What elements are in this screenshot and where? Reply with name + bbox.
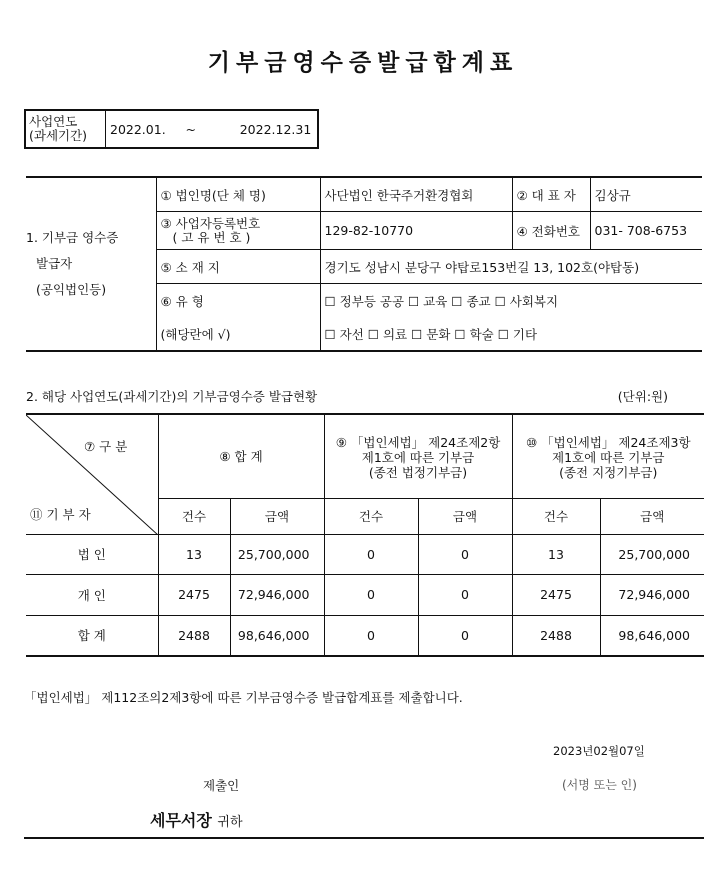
address-label: ⑤ 소 재 지	[156, 250, 320, 284]
cell-col9-amount: 0	[418, 574, 512, 615]
cell-col10-amount: 25,700,000	[600, 534, 704, 574]
col9-header	[324, 414, 512, 498]
type-options-row1: ☐ 정부등 공공 ☐ 교육 ☐ 종교 ☐ 사회복지	[320, 284, 702, 318]
issuer-heading-line3: (공익법인등)	[36, 282, 107, 297]
biz-no-value: 129-82-10770	[320, 212, 512, 250]
col9-header-line3: (종전 법정기부금)	[368, 465, 468, 480]
corner-bottom-label: ⑪ 기 부 자	[30, 507, 91, 522]
col10-header-line1: ⑩ 「법인세법」 제24조제3항	[525, 435, 691, 450]
table-row	[26, 534, 704, 574]
cell-col9-count: 0	[324, 615, 418, 656]
corner-cell	[26, 414, 158, 534]
cell-total-count: 13	[158, 534, 230, 574]
issuer-heading-line1: 1. 기부금 영수증	[26, 230, 119, 245]
phone-value: 031- 708-6753	[590, 212, 702, 250]
address-value: 경기도 성남시 분당구 야탑로153번길 13, 102호(야탑동)	[320, 250, 702, 284]
period-label	[26, 111, 106, 147]
col10-header	[512, 414, 704, 498]
cell-col10-count: 13	[512, 534, 600, 574]
col9-header-line1: ⑨ 「법인세법」 제24조제2항	[335, 435, 501, 450]
period-value: 2022.01. ~ 2022.12.31	[110, 121, 312, 137]
tax-office-name: 세무서장	[150, 811, 212, 830]
col9-amount-header: 금액	[418, 498, 512, 534]
col9-header-line2: 제1호에 따른 기부금	[361, 450, 475, 465]
document-title: 기부금영수증발급합계표	[207, 50, 519, 76]
cell-col10-count: 2475	[512, 574, 600, 615]
cell-col9-count: 0	[324, 534, 418, 574]
period-value-cell	[106, 111, 317, 147]
cell-col10-count: 2488	[512, 615, 600, 656]
col9-count-header: 건수	[324, 498, 418, 534]
bottom-rule	[24, 837, 704, 839]
period-label-line1: 사업연도	[29, 114, 78, 129]
issuer-heading-cell	[26, 177, 156, 351]
issuance-table	[26, 413, 704, 657]
biz-no-label-cell	[156, 212, 320, 250]
table-row	[26, 615, 704, 656]
col10-amount-header: 금액	[600, 498, 704, 534]
issuance-heading-row	[26, 387, 696, 405]
cell-col9-amount: 0	[418, 615, 512, 656]
row-label: 법 인	[26, 534, 158, 574]
corner-top-label: ⑦ 구 분	[84, 439, 128, 454]
cell-total-amount: 25,700,000	[230, 534, 324, 574]
col10-count-header: 건수	[512, 498, 600, 534]
period-label-line2: (과세기간)	[29, 128, 88, 143]
total-amount-header: 금액	[230, 498, 324, 534]
cell-total-count: 2475	[158, 574, 230, 615]
cell-col10-amount: 98,646,000	[600, 615, 704, 656]
col10-header-line2: 제1호에 따른 기부금	[552, 450, 665, 465]
biz-no-label-line1: ③ 사업자등록번호	[160, 215, 261, 231]
cell-total-amount: 98,646,000	[230, 615, 324, 656]
cell-total-amount: 72,946,000	[230, 574, 324, 615]
corp-name-label: ① 법인명(단 체 명)	[156, 177, 320, 212]
col10-header-line3: (종전 지정기부금)	[559, 465, 658, 480]
period-box	[24, 109, 319, 149]
issuer-table	[26, 176, 702, 352]
rep-value: 김상규	[590, 177, 702, 212]
submission-date: 2023년02월07일	[553, 744, 645, 758]
tax-office-addressee	[150, 808, 243, 831]
cell-col9-amount: 0	[418, 534, 512, 574]
cell-col10-amount: 72,946,000	[600, 574, 704, 615]
cell-col9-count: 0	[324, 574, 418, 615]
total-header: ⑧ 합 계	[158, 414, 324, 498]
row-label: 개 인	[26, 574, 158, 615]
submission-statement: 「법인세법」 제112조의2제3항에 따른 기부금영수증 발급합계표를 제출합니다.	[24, 690, 463, 705]
signature-note: (서명 또는 인)	[562, 778, 637, 792]
rep-label: ② 대 표 자	[512, 177, 590, 212]
phone-label: ④ 전화번호	[512, 212, 590, 250]
type-label: ⑥ 유 형	[156, 284, 320, 318]
issuance-heading: 2. 해당 사업연도(과세기간)의 기부금영수증 발급현황	[26, 389, 318, 404]
type-note: (해당란에 √)	[156, 317, 320, 351]
table-row	[26, 574, 704, 615]
submitter-label: 제출인	[203, 778, 240, 793]
corp-name-value: 사단법인 한국주거환경협회	[320, 177, 512, 212]
row-label: 합 계	[26, 615, 158, 656]
cell-total-count: 2488	[158, 615, 230, 656]
biz-no-label-line2: ( 고 유 번 호 )	[172, 229, 251, 245]
type-options-row2: ☐ 자선 ☐ 의료 ☐ 문화 ☐ 학술 ☐ 기타	[320, 317, 702, 351]
unit-label: (단위:원)	[617, 389, 668, 404]
total-count-header: 건수	[158, 498, 230, 534]
issuer-heading-line2: 발급자	[36, 256, 73, 271]
honorific: 귀하	[217, 815, 243, 830]
